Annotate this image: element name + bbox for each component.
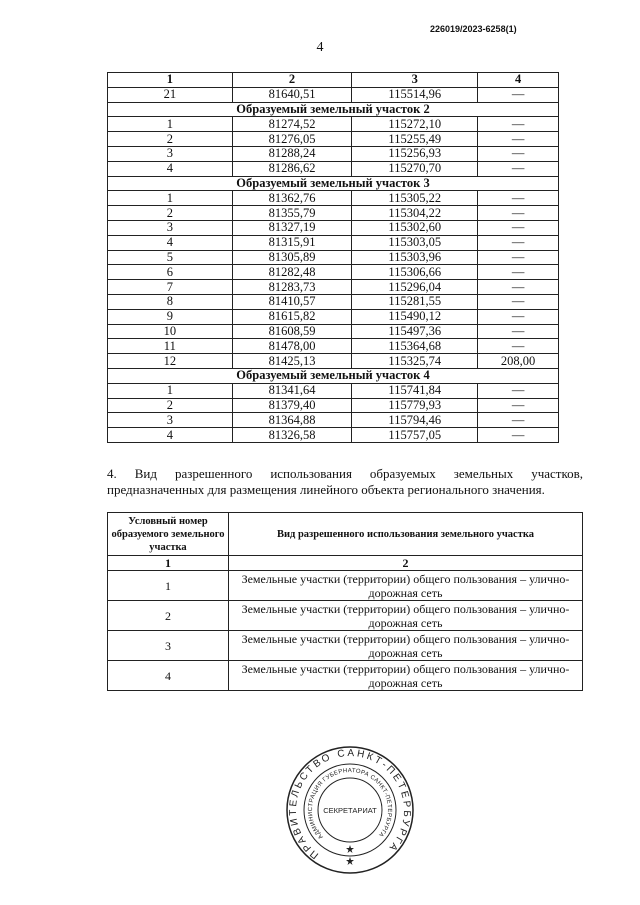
- table-cell: 81276,05: [232, 132, 352, 147]
- table-row: [108, 324, 559, 339]
- document-number: 226019/2023-6258(1): [430, 24, 517, 34]
- table-cell: 81341,64: [232, 383, 352, 398]
- table-cell: 21: [108, 87, 233, 102]
- table-cell: 115281,55: [352, 294, 478, 309]
- table-row: [108, 601, 583, 631]
- header-plot-number: Условный номер образуемого земельного участка: [108, 513, 229, 556]
- star-icon: [346, 857, 354, 865]
- table-cell: 81364,88: [232, 413, 352, 428]
- group-title: Образуемый земельный участок 3: [108, 176, 559, 191]
- table-cell: 115270,70: [352, 161, 478, 176]
- official-stamp: [285, 745, 415, 875]
- section-4-line-2: предназначенных для размещения линейного объекта регионального значения.: [107, 482, 545, 497]
- table-cell: 81327,19: [232, 220, 352, 235]
- table-cell: 9: [108, 309, 233, 324]
- table-cell: 81379,40: [232, 398, 352, 413]
- table-cell: 81315,91: [232, 235, 352, 250]
- stamp-center-text: СЕКРЕТАРИАТ: [323, 806, 377, 815]
- table-cell: 10: [108, 324, 233, 339]
- table-cell: 81355,79: [232, 206, 352, 221]
- table-cell: 4: [108, 161, 233, 176]
- table-cell: 115741,84: [352, 383, 478, 398]
- table-row: [108, 383, 559, 398]
- table-cell: 1: [108, 117, 233, 132]
- table-cell: 8: [108, 294, 233, 309]
- table-cell: —: [478, 324, 559, 339]
- table-row: [108, 280, 559, 295]
- table-cell: 115306,66: [352, 265, 478, 280]
- table-cell: 81305,89: [232, 250, 352, 265]
- table-cell: —: [478, 413, 559, 428]
- plot-number: 2: [108, 601, 229, 631]
- table-cell: —: [478, 220, 559, 235]
- table-cell: 81326,58: [232, 428, 352, 443]
- table-row: [108, 571, 583, 601]
- column-number-row: [108, 556, 583, 571]
- stamp-outer-text: ПРАВИТЕЛЬСТВО САНКТ-ПЕТЕРБУРГА: [287, 747, 413, 861]
- table-row: [108, 294, 559, 309]
- table-cell: —: [478, 146, 559, 161]
- table-cell: 208,00: [478, 354, 559, 369]
- table-cell: 115490,12: [352, 309, 478, 324]
- table-cell: —: [478, 265, 559, 280]
- table-cell: 115296,04: [352, 280, 478, 295]
- table-cell: 3: [108, 413, 233, 428]
- section-4-paragraph: [107, 466, 583, 498]
- section-4-line-1: 4. Вид разрешенного использования образуемых земельных участков,: [107, 466, 583, 481]
- table-cell: 115256,93: [352, 146, 478, 161]
- table-row: [108, 87, 559, 102]
- table-row: [108, 398, 559, 413]
- table-cell: 2: [108, 398, 233, 413]
- table-row: [108, 117, 559, 132]
- table-row: [108, 191, 559, 206]
- table-cell: —: [478, 309, 559, 324]
- table-cell: —: [478, 132, 559, 147]
- table-row: [108, 428, 559, 443]
- table-cell: 11: [108, 339, 233, 354]
- table-cell: 115304,22: [352, 206, 478, 221]
- land-use: Земельные участки (территории) общего пользования – улично-дорожная сеть: [229, 631, 583, 661]
- header-land-use: Вид разрешенного использования земельного участка: [229, 513, 583, 556]
- table-cell: —: [478, 87, 559, 102]
- table-row: [108, 161, 559, 176]
- table-cell: —: [478, 117, 559, 132]
- table-cell: 115794,46: [352, 413, 478, 428]
- table-header-row: [108, 513, 583, 556]
- svg-text:АДМИНИСТРАЦИЯ ГУБЕРНАТОРА САНК: [308, 768, 392, 840]
- table-cell: 81283,73: [232, 280, 352, 295]
- table-header-row: [108, 73, 559, 88]
- column-number: 1: [108, 556, 229, 571]
- table-cell: 115497,36: [352, 324, 478, 339]
- table-cell: —: [478, 250, 559, 265]
- table-cell: —: [478, 383, 559, 398]
- table-cell: 81362,76: [232, 191, 352, 206]
- table-cell: —: [478, 191, 559, 206]
- table-row: [108, 265, 559, 280]
- table-row: [108, 661, 583, 691]
- table-cell: —: [478, 398, 559, 413]
- table-row: [108, 235, 559, 250]
- table-cell: —: [478, 235, 559, 250]
- table-cell: 81608,59: [232, 324, 352, 339]
- table-cell: —: [478, 428, 559, 443]
- table-cell: —: [478, 294, 559, 309]
- table-cell: 81288,24: [232, 146, 352, 161]
- column-header: 3: [352, 73, 478, 88]
- table-cell: 115514,96: [352, 87, 478, 102]
- table-cell: 12: [108, 354, 233, 369]
- table-cell: 6: [108, 265, 233, 280]
- table-cell: —: [478, 280, 559, 295]
- column-header: 4: [478, 73, 559, 88]
- table-cell: 5: [108, 250, 233, 265]
- table-row: [108, 309, 559, 324]
- table-cell: 81615,82: [232, 309, 352, 324]
- table-cell: 7: [108, 280, 233, 295]
- table-cell: 115303,96: [352, 250, 478, 265]
- table-cell: 115272,10: [352, 117, 478, 132]
- table-cell: 81425,13: [232, 354, 352, 369]
- table-cell: —: [478, 206, 559, 221]
- table-row: [108, 132, 559, 147]
- table-cell: 4: [108, 428, 233, 443]
- table-cell: 1: [108, 191, 233, 206]
- land-use: Земельные участки (территории) общего пользования – улично-дорожная сеть: [229, 601, 583, 631]
- table-row: [108, 220, 559, 235]
- group-title: Образуемый земельный участок 4: [108, 368, 559, 383]
- table-cell: —: [478, 161, 559, 176]
- plot-number: 1: [108, 571, 229, 601]
- table-cell: 115325,74: [352, 354, 478, 369]
- table-cell: 3: [108, 220, 233, 235]
- table-cell: 3: [108, 146, 233, 161]
- column-number: 2: [229, 556, 583, 571]
- table-cell: 81478,00: [232, 339, 352, 354]
- table-cell: 115779,93: [352, 398, 478, 413]
- table-row: [108, 339, 559, 354]
- group-title-row: [108, 176, 559, 191]
- table-row: [108, 631, 583, 661]
- table-cell: 115305,22: [352, 191, 478, 206]
- table-cell: 115303,05: [352, 235, 478, 250]
- column-header: 2: [232, 73, 352, 88]
- table-cell: 115255,49: [352, 132, 478, 147]
- stamp-inner-text: АДМИНИСТРАЦИЯ ГУБЕРНАТОРА САНКТ-ПЕТЕРБУРГА: [307, 768, 393, 840]
- plot-number: 4: [108, 661, 229, 691]
- land-use: Земельные участки (территории) общего пользования – улично-дорожная сеть: [229, 661, 583, 691]
- group-title: Образуемый земельный участок 2: [108, 102, 559, 117]
- plot-number: 3: [108, 631, 229, 661]
- table-row: [108, 146, 559, 161]
- star-icon: [346, 845, 354, 853]
- table-cell: 81282,48: [232, 265, 352, 280]
- table-cell: 81410,57: [232, 294, 352, 309]
- page-number: 4: [316, 40, 324, 55]
- group-title-row: [108, 368, 559, 383]
- table-cell: 4: [108, 235, 233, 250]
- land-use: Земельные участки (территории) общего пользования – улично-дорожная сеть: [229, 571, 583, 601]
- table-cell: 2: [108, 132, 233, 147]
- column-header: 1: [108, 73, 233, 88]
- table-cell: 81286,62: [232, 161, 352, 176]
- table-row: [108, 413, 559, 428]
- table-cell: 115757,05: [352, 428, 478, 443]
- group-title-row: [108, 102, 559, 117]
- table-cell: 2: [108, 206, 233, 221]
- coordinates-table: [107, 72, 559, 443]
- land-use-table: [107, 512, 583, 691]
- table-row: [108, 206, 559, 221]
- table-cell: 81640,51: [232, 87, 352, 102]
- table-row: [108, 250, 559, 265]
- table-cell: 115364,68: [352, 339, 478, 354]
- table-cell: 1: [108, 383, 233, 398]
- table-row: [108, 354, 559, 369]
- table-cell: —: [478, 339, 559, 354]
- table-cell: 115302,60: [352, 220, 478, 235]
- table-cell: 81274,52: [232, 117, 352, 132]
